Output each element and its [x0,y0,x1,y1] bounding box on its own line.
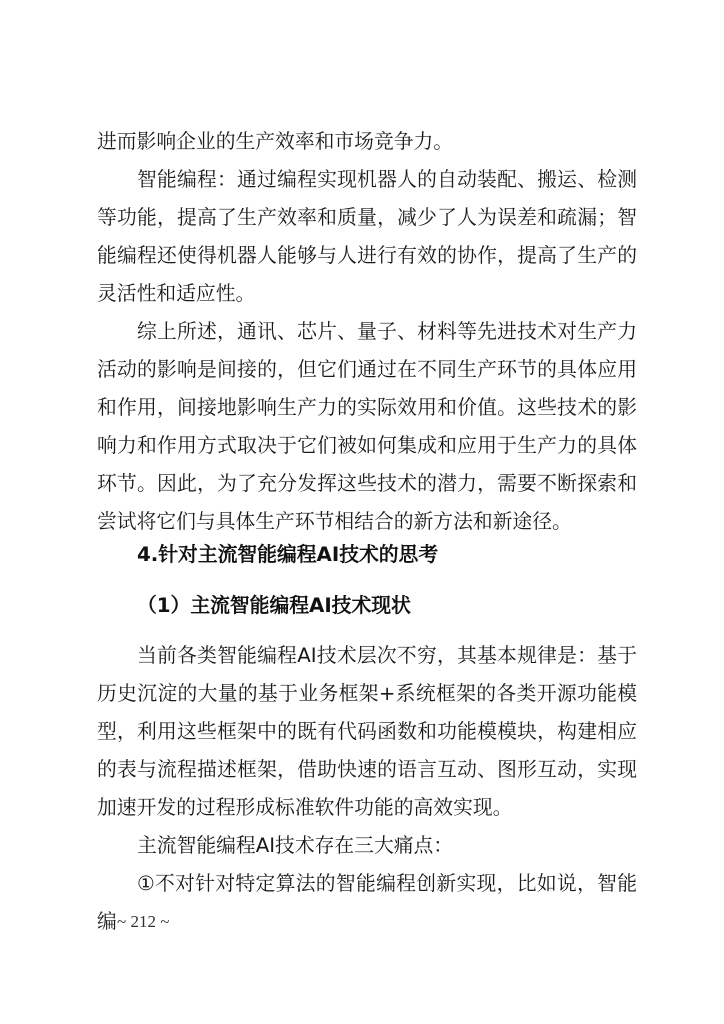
subsection-heading: （1）主流智能编程AI技术现状 [137,594,411,617]
page-number: ~ 212 ~ [117,912,170,931]
section-heading: 4.针对主流智能编程AI技术的思考 [137,543,439,566]
paragraph-continuation: 进而影响企业的生产效率和市场竞争力。 [97,130,454,153]
body-text-top [97,123,637,541]
paragraph-current-state: 当前各类智能编程AI技术层次不穷，其基本规律是：基于历史沉淀的大量的基于业务框架+系统框架的各类开源功能模型，利用这些框架中的既有代码函数和功能模模块，构建相应的表与流程描述框架，借助快速的语言互动、图形互动，实现加速开发的过程形成标准软件功能的高效实现。 [97,644,637,819]
paragraph-pain-points-intro: 主流智能编程AI技术存在三大痛点： [137,834,454,857]
paragraph-summary: 综上所述，通讯、芯片、量子、材料等先进技术对生产力活动的影响是间接的，但它们通过在不同生产环节的具体应用和作用，间接地影响生产力的实际效用和价值。这些技术的影响力和作用方式取决于它们被如何集成和应用于生产力的具体环节。因此，为了充分发挥这些技术的潜力，需要不断探索和尝试将它们与具体生产环节相结合的新方法和新途径。 [97,320,637,533]
body-text-bottom [97,637,637,941]
paragraph-smart-programming: 智能编程：通过编程实现机器人的自动装配、搬运、检测等功能，提高了生产效率和质量，减少了人为误差和疏漏；智能编程还使得机器人能够与人进行有效的协作，提高了生产的灵活性和适应性。 [97,168,637,305]
paragraph-pain-point-1: ①不对针对特定算法的智能编程创新实现，比如说，智能编 [97,872,637,933]
